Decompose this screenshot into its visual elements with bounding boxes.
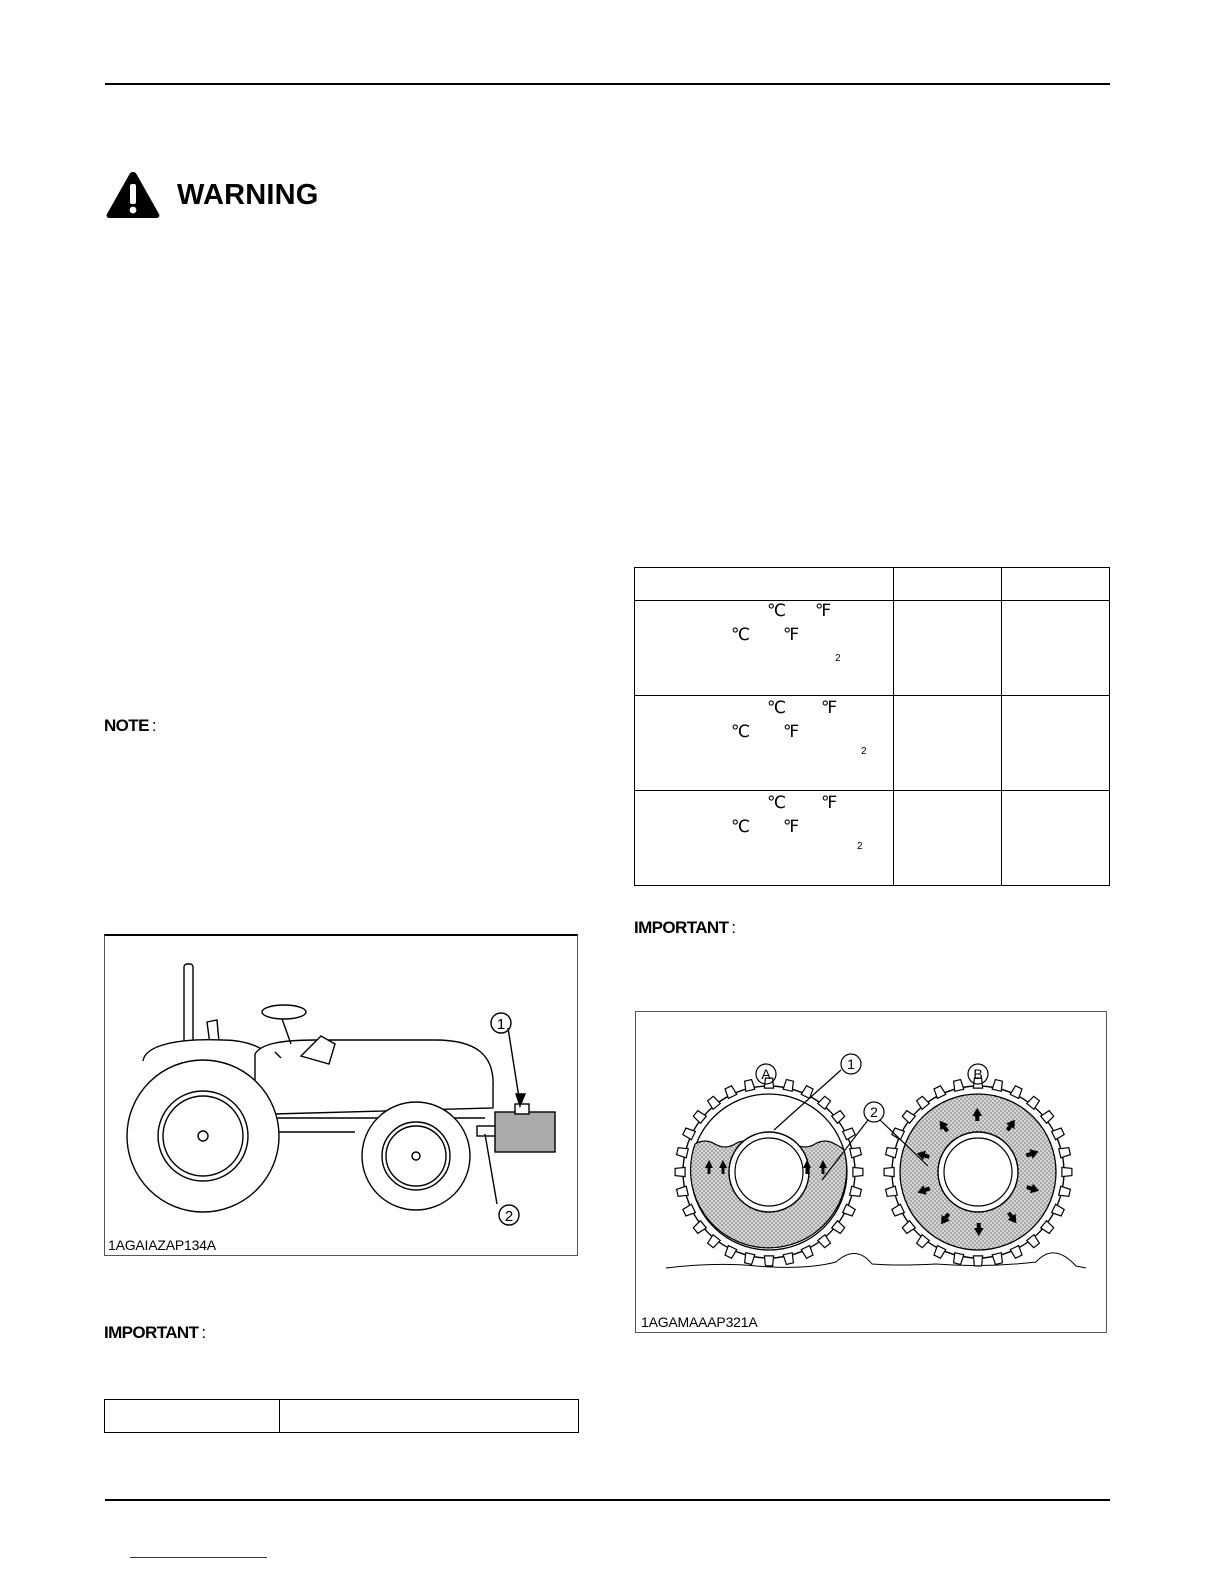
tire-lug — [818, 1096, 831, 1109]
tire-lug — [745, 1080, 755, 1092]
tire-lug — [818, 1235, 831, 1248]
warning-title: WARNING — [177, 178, 319, 211]
spec-table-left — [104, 1399, 579, 1433]
tire-lug — [693, 1111, 706, 1124]
table-header-cell — [1002, 568, 1110, 601]
tire-lug — [902, 1221, 915, 1234]
note-label: NOTE : — [104, 716, 156, 735]
tire-lug — [917, 1235, 930, 1248]
tire-lug — [992, 1080, 1002, 1092]
svg-text:2: 2 — [870, 1104, 878, 1120]
svg-text:2: 2 — [504, 1208, 514, 1225]
footer-link-underline[interactable] — [130, 1557, 267, 1558]
tire-lug — [973, 1256, 982, 1266]
tire-lug — [708, 1235, 721, 1248]
tire-a — [675, 1078, 863, 1266]
table-cell: ℃ ℉ ℃ ℉ 2 — [635, 601, 894, 696]
svg-text:A: A — [761, 1066, 771, 1082]
tire-lug — [1041, 1111, 1054, 1124]
header-rule — [105, 83, 1110, 85]
table-row — [635, 791, 1110, 886]
tire-b — [884, 1078, 1072, 1266]
tire-lug — [708, 1096, 721, 1109]
table-cell — [105, 1400, 280, 1433]
figure-code: 1AGAIAZAP134A — [108, 1237, 216, 1253]
tire-lug — [1062, 1167, 1072, 1176]
tire-lug — [886, 1148, 898, 1158]
table-cell — [1002, 696, 1110, 791]
important-label-right: IMPORTANT : — [634, 918, 736, 937]
temperature-table — [634, 567, 1110, 886]
figure-code: 1AGAMAAAP321A — [641, 1314, 758, 1330]
table-cell: ℃ ℉ ℃ ℉ 2 — [635, 791, 894, 886]
tire-lug — [783, 1253, 793, 1265]
table-cell: ℃ ℉ ℃ ℉ 2 — [635, 696, 894, 791]
tire-lug — [954, 1253, 964, 1265]
table-header-cell — [635, 568, 894, 601]
tire-lug — [1027, 1096, 1040, 1109]
tire-lug — [764, 1256, 773, 1266]
tire-lug — [832, 1111, 845, 1124]
tire-lug — [832, 1221, 845, 1234]
tire-lug — [917, 1096, 930, 1109]
tire-lug — [677, 1148, 689, 1158]
tire-lug — [884, 1167, 894, 1176]
tire-lug — [1059, 1148, 1071, 1158]
table-cell — [894, 696, 1002, 791]
table-cell — [894, 791, 1002, 886]
table-row — [635, 696, 1110, 791]
tire-lug — [675, 1167, 685, 1176]
tire-lug — [1027, 1235, 1040, 1248]
table-row — [635, 601, 1110, 696]
footer-rule — [105, 1499, 1110, 1501]
important-label-left: IMPORTANT : — [104, 1323, 206, 1342]
table-cell — [894, 601, 1002, 696]
table-cell — [1002, 601, 1110, 696]
warning-triangle-icon — [105, 170, 161, 220]
tire-lug — [783, 1080, 793, 1092]
tire-lug — [886, 1186, 898, 1196]
tire-lug — [954, 1080, 964, 1092]
table-cell — [1002, 791, 1110, 886]
tire-lug — [853, 1167, 863, 1176]
tire-lug — [745, 1253, 755, 1265]
figure-tire-ballast — [635, 1011, 1107, 1333]
tractor-illustration — [105, 936, 577, 1255]
tire-lug — [850, 1186, 862, 1196]
tire-lug — [902, 1111, 915, 1124]
table-cell — [279, 1400, 578, 1433]
svg-text:B: B — [973, 1066, 983, 1082]
svg-text:1: 1 — [847, 1056, 855, 1072]
tire-lug — [850, 1148, 862, 1158]
table-header-cell — [894, 568, 1002, 601]
tire-lug — [992, 1253, 1002, 1265]
tire-lug — [1059, 1186, 1071, 1196]
tire-lug — [677, 1186, 689, 1196]
tire-lug — [1041, 1221, 1054, 1234]
figure-front-weights — [104, 934, 578, 1256]
warning-block — [105, 170, 319, 220]
svg-text:1: 1 — [496, 1016, 506, 1033]
tire-cross-section-illustration — [636, 1012, 1106, 1332]
tire-lug — [693, 1221, 706, 1234]
